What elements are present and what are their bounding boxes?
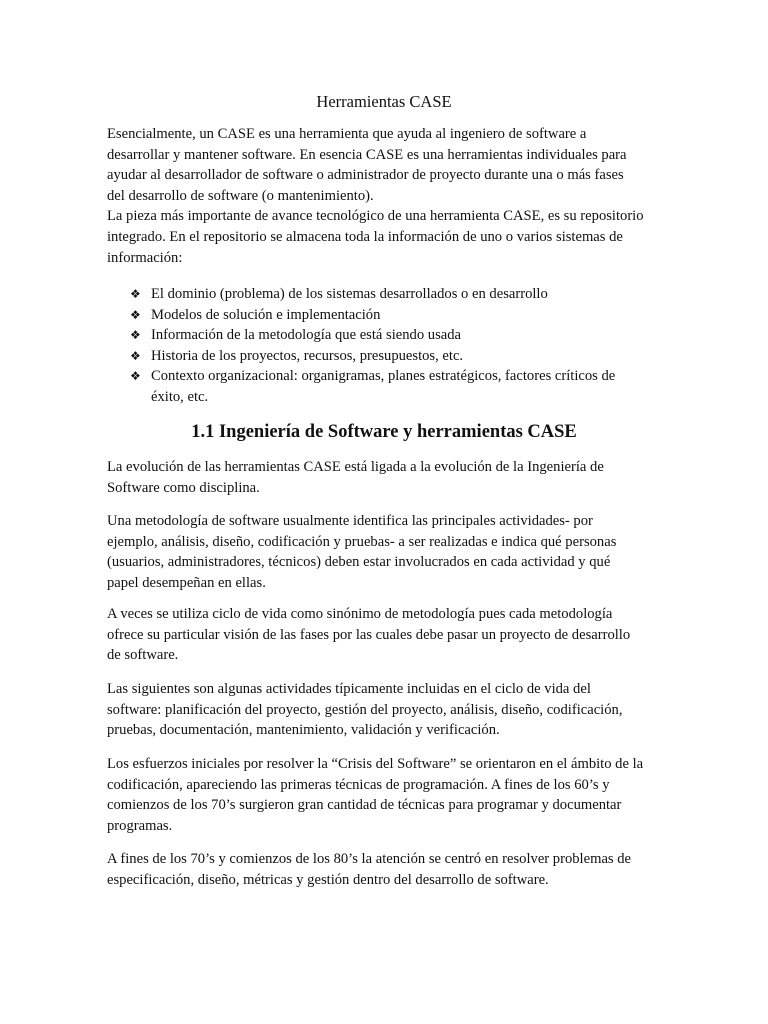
list-item-text: Modelos de solución e implementación	[151, 306, 381, 323]
paragraph-software-crisis	[107, 754, 667, 836]
intro-line: La pieza más importante de avance tecnológico de una herramienta CASE, es su repositorio	[107, 208, 644, 225]
paragraph-line: Los esfuerzos iniciales por resolver la “Crisis del Software” se orientaron en el ámbito de la	[107, 756, 644, 772]
paragraph-line: de software.	[107, 647, 179, 664]
paragraph-activities	[107, 679, 667, 741]
document-title: Herramientas CASE	[316, 92, 452, 111]
list-item-text: Información de la metodología que está siendo usada	[151, 327, 462, 344]
section-heading: 1.1 Ingeniería de Software y herramientas CASE	[191, 422, 577, 442]
paragraph-line: ejemplo, análisis, diseño, codificación y pruebas- a ser realizadas e indica qué personas	[107, 533, 617, 550]
list-item-text: El dominio (problema) de los sistemas desarrollados o en desarrollo	[151, 286, 548, 302]
list-item	[130, 325, 690, 346]
diamond-bullet-icon: ❖	[130, 348, 141, 363]
paragraph-line: especificación, diseño, métricas y gestión dentro del desarrollo de software.	[107, 871, 549, 888]
paragraph-methodology	[107, 511, 667, 593]
paragraph-line: Software como disciplina.	[107, 479, 260, 496]
list-item-text: Historia de los proyectos, recursos, presupuestos, etc.	[151, 347, 464, 364]
paragraph-life-cycle	[107, 604, 667, 666]
paragraph-line: ofrece su particular visión de las fases por las cuales debe pasar un proyecto de desarrollo	[107, 626, 631, 643]
intro-line: integrado. En el repositorio se almacena toda la información de uno o varios sistemas de	[107, 228, 623, 245]
repository-contents-list	[130, 284, 690, 408]
intro-line: desarrollar y mantener software. En esencia CASE es una herramientas individuales para	[107, 146, 627, 163]
diamond-bullet-icon: ❖	[130, 287, 141, 301]
paragraph-line: programas.	[107, 817, 173, 834]
paragraph-line: papel desempeñan en ellas.	[107, 574, 266, 591]
intro-line: del desarrollo de software (o mantenimiento).	[107, 187, 374, 204]
list-item-text-continued: éxito, etc.	[151, 388, 209, 405]
paragraph-line: A fines de los 70’s y comienzos de los 80’s la atención se centró en resolver problemas de	[107, 851, 632, 867]
list-item	[130, 284, 690, 305]
paragraph-line: Las siguientes son algunas actividades típicamente incluidas en el ciclo de vida del	[107, 681, 591, 697]
list-item-text: Contexto organizacional: organigramas, planes estratégicos, factores críticos de	[151, 368, 616, 385]
diamond-bullet-icon: ❖	[130, 307, 141, 322]
list-item	[130, 305, 690, 326]
paragraph-line: A veces se utiliza ciclo de vida como sinónimo de metodología pues cada metodología	[107, 606, 613, 622]
paragraph-line: (usuarios, administradores, técnicos) deben estar involucrados en cada actividad y qué	[107, 554, 611, 571]
list-item	[130, 346, 690, 367]
intro-line: información:	[107, 249, 183, 266]
paragraph-evolution	[107, 457, 667, 498]
paragraph-line: pruebas, documentación, mantenimiento, validación y verificación.	[107, 722, 500, 739]
paragraph-late-70s	[107, 849, 667, 890]
paragraph-line: codificación, apareciendo las primeras técnicas de programación. A fines de los 60’s y	[107, 776, 610, 793]
diamond-bullet-icon: ❖	[130, 328, 141, 343]
intro-line: Esencialmente, un CASE es una herramienta que ayuda al ingeniero de software a	[107, 126, 587, 142]
paragraph-line: Una metodología de software usualmente identifica las principales actividades- por	[107, 513, 593, 529]
intro-line: ayudar al desarrollador de software o administrador de proyecto durante una o más fases	[107, 167, 624, 184]
intro-paragraph	[107, 124, 667, 268]
diamond-bullet-icon: ❖	[130, 369, 141, 384]
paragraph-line: comienzos de los 70’s surgieron gran cantidad de técnicas para programar y documentar	[107, 797, 622, 814]
paragraph-line: La evolución de las herramientas CASE está ligada a la evolución de la Ingeniería de	[107, 459, 604, 475]
list-item	[130, 366, 690, 407]
paragraph-line: software: planificación del proyecto, gestión del proyecto, análisis, diseño, codificación,	[107, 701, 623, 718]
